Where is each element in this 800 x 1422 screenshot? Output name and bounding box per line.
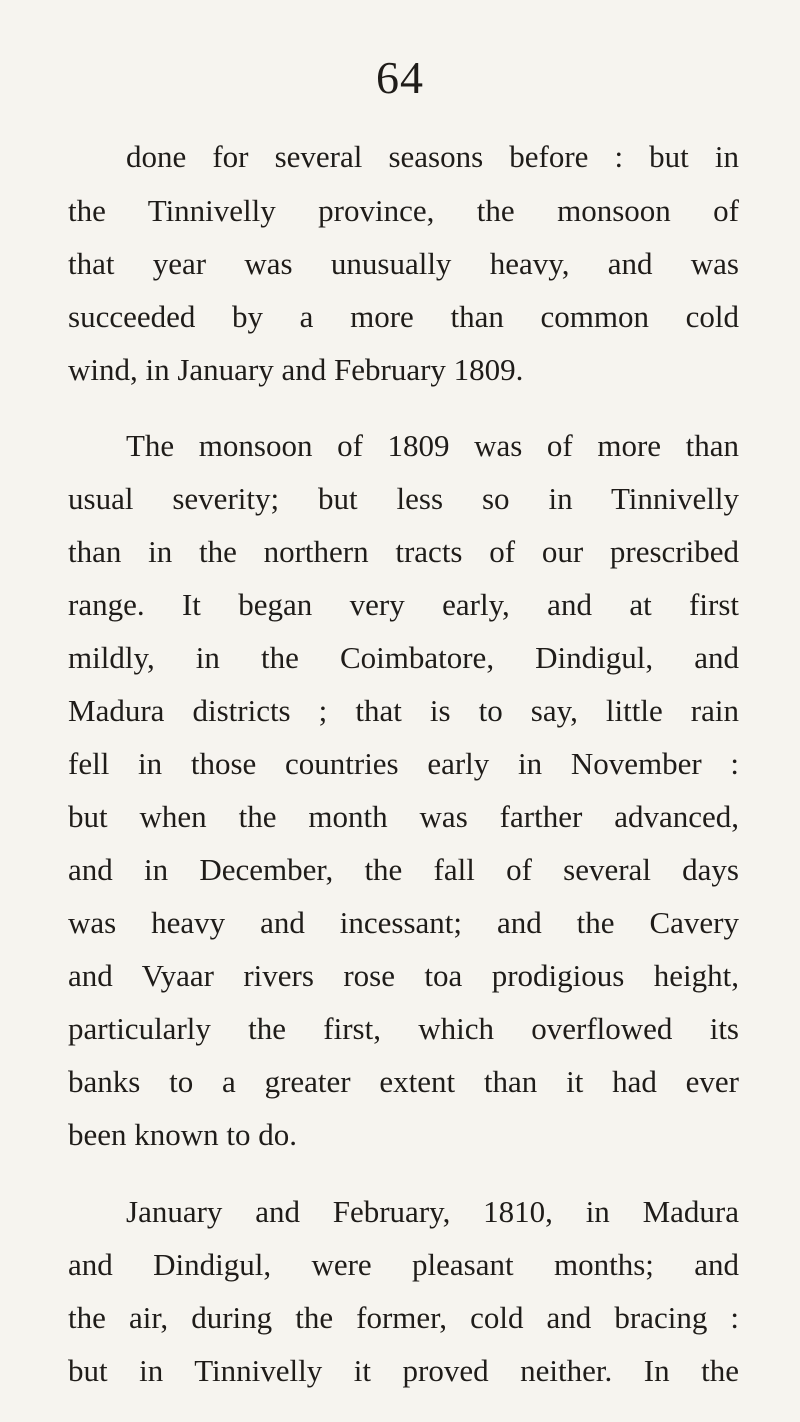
text-line: was heavy and incessant; and the Cavery	[68, 905, 739, 940]
text-line: particularly the first, which overflowed its	[68, 1011, 739, 1046]
text-line: and Dindigul, were pleasant months; and	[68, 1247, 739, 1282]
text-line: range. It began very early, and at first	[68, 587, 739, 622]
text-line: but when the month was farther advanced,	[68, 799, 739, 834]
text-line: mildly, in the Coimbatore, Dindigul, and	[68, 640, 739, 675]
page-number: 64	[376, 52, 424, 103]
text-line: banks to a greater extent than it had ever	[68, 1064, 739, 1099]
text-line: than in the northern tracts of our prescribed	[68, 534, 739, 569]
text-line: done for several seasons before : but in	[126, 139, 739, 174]
text-line: Madura districts ; that is to say, little rain	[68, 693, 739, 728]
text-line: and Vyaar rivers rose toa prodigious height,	[68, 958, 739, 993]
text-line: succeeded by a more than common cold	[68, 299, 739, 334]
text-line: fell in those countries early in November :	[68, 746, 739, 781]
text-line: been known to do.	[68, 1117, 298, 1152]
text-line: January and February, 1810, in Madura	[126, 1194, 739, 1229]
text-line: that year was unusually heavy, and was	[68, 246, 739, 281]
text-line: The monsoon of 1809 was of more than	[126, 428, 739, 463]
text-line: the air, during the former, cold and bracing :	[68, 1300, 739, 1335]
text-line: and in December, the fall of several days	[68, 852, 739, 887]
text-line: but in Tinnivelly it proved neither. In the	[68, 1353, 739, 1388]
text-line: the Tinnivelly province, the monsoon of	[68, 193, 739, 228]
text-line: usual severity; but less so in Tinnivelly	[68, 481, 739, 516]
text-line: wind, in January and February 1809.	[68, 352, 524, 387]
